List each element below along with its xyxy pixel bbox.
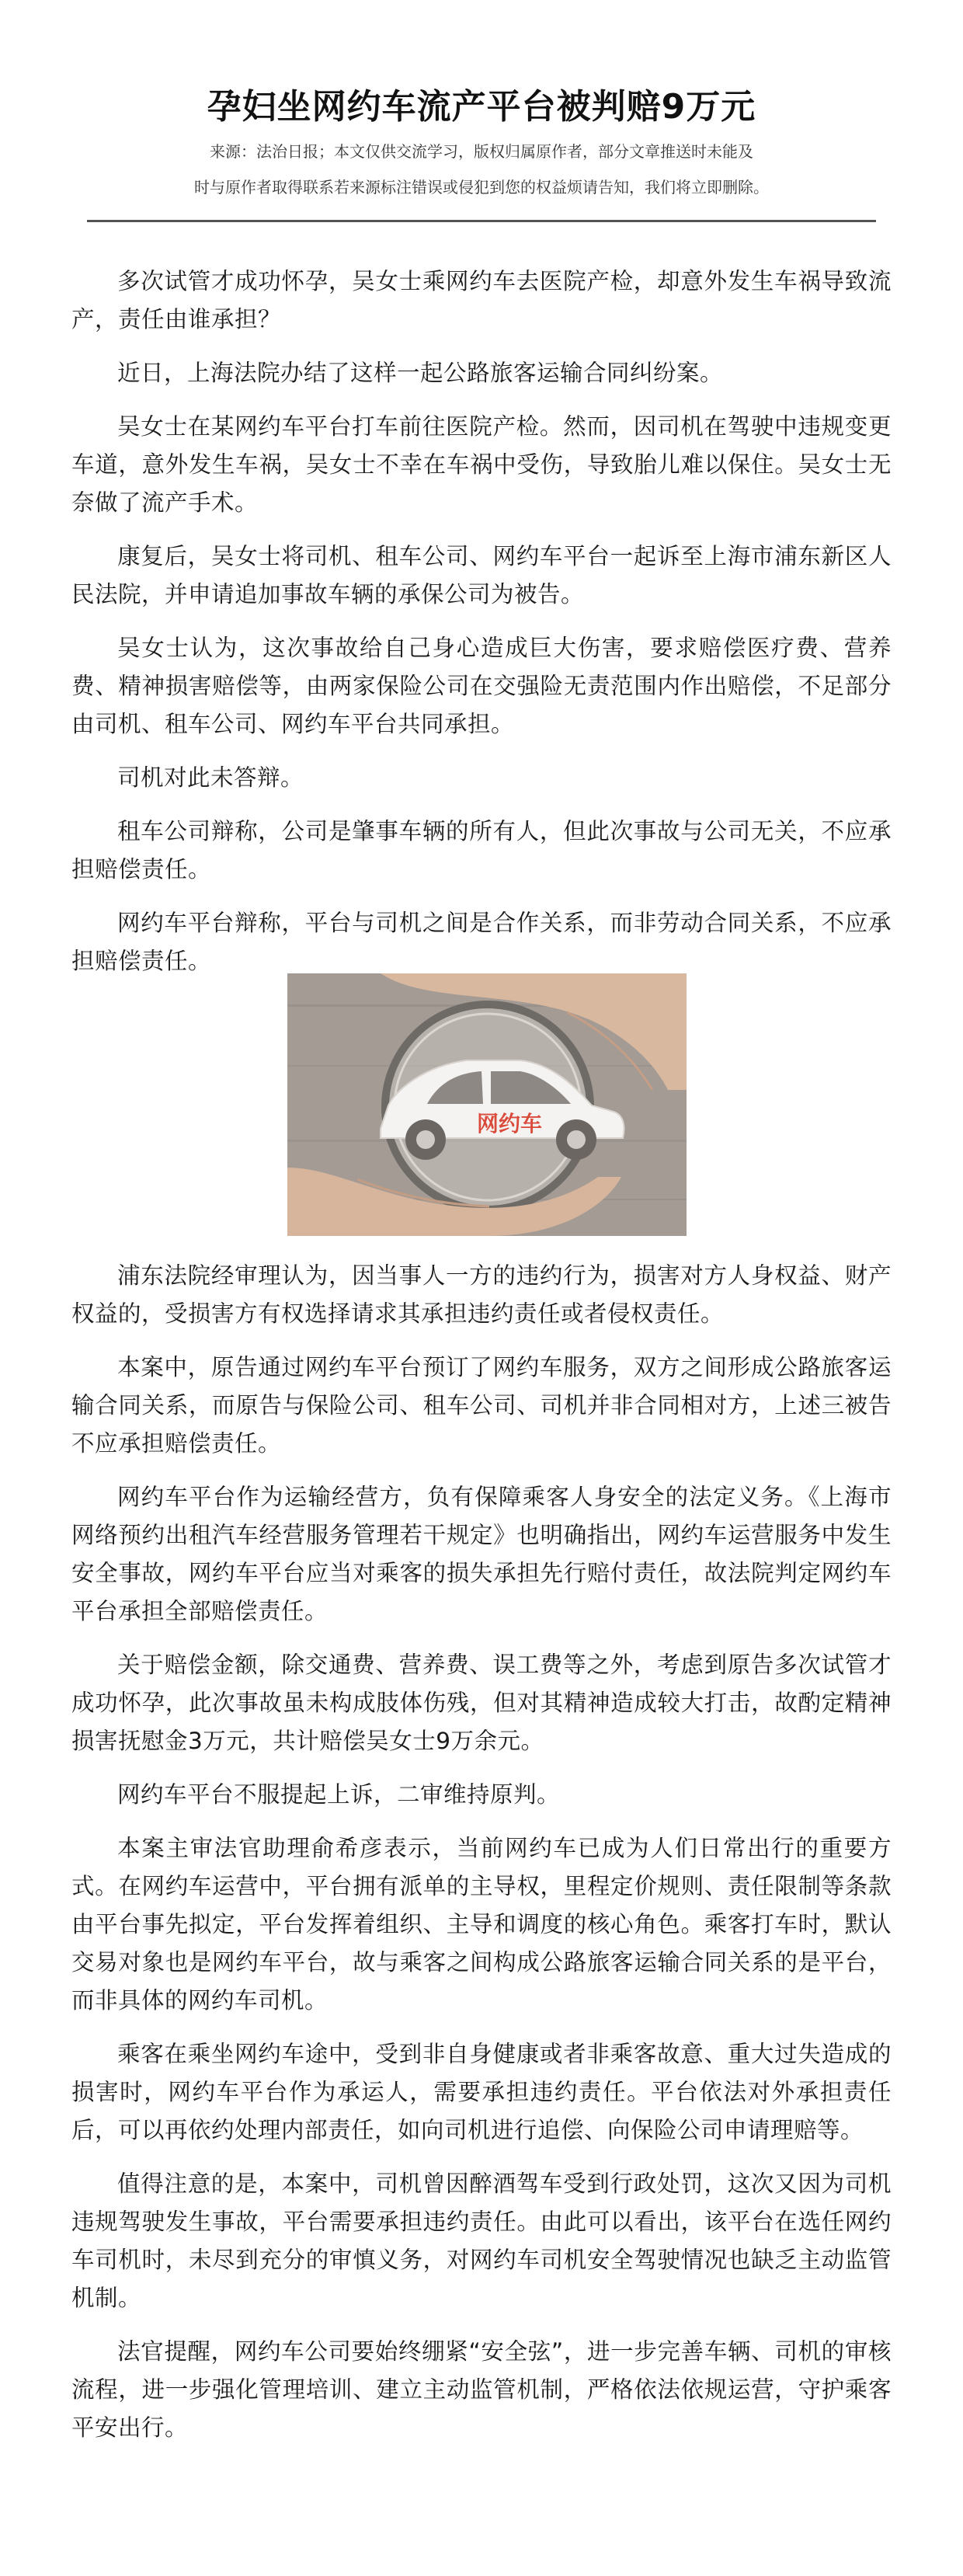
page-title: 孕妇坐网约车流产平台被判赔9万元 [207,87,756,127]
paragraph: 租车公司辩称，公司是肇事车辆的所有人，但此次事故与公司无关，不应承担赔偿责任。 [71,818,892,882]
paragraph: 乘客在乘坐网约车途中，受到非自身健康或者非乘客故意、重大过失造成的损害时，网约车平台作为承运人，需要承担违约责任。平台依法对外承担责任后，可以再依约处理内部责任，如向司机进行追偿、向保险公司申请理赔等。 [71,2041,892,2143]
paragraph: 关于赔偿金额，除交通费、营养费、误工费等之外，考虑到原告多次试管才成功怀孕，此次事故虽未构成肢体伤残，但对其精神造成较大打击，故酌定精神损害抚慰金3万元，共计赔偿吴女士9万余元。 [71,1652,892,1754]
paragraph: 多次试管才成功怀孕，吴女士乘网约车去医院产检，却意外发生车祸导致流产，责任由谁承担？ [71,268,892,332]
source-line: 来源：法治日报；本文仅供交流学习，版权归属原作者，部分文章推送时未能及 [210,142,753,161]
paragraph: 康复后，吴女士将司机、租车公司、网约车平台一起诉至上海市浦东新区人民法院，并申请追加事故车辆的承保公司为被告。 [71,543,892,607]
car-protection-illustration [287,973,687,1236]
paragraph: 浦东法院经审理认为，因当事人一方的违约行为，损害对方人身权益、财产权益的，受损害方有权选择请求其承担违约责任或者侵权责任。 [71,1262,892,1327]
paragraph: 吴女士认为，这次事故给自己身心造成巨大伤害，要求赔偿医疗费、营养费、精神损害赔偿等，由两家保险公司在交强险无责范围内作出赔偿，不足部分由司机、租车公司、网约车平台共同承担。 [71,635,892,737]
header-divider [87,220,876,222]
article-body-part-2 [71,1257,892,2463]
paragraph: 值得注意的是，本案中，司机曾因醉酒驾车受到行政处罚，这次又因为司机违规驾驶发生事故，平台需要承担违约责任。由此可以看出，该平台在选任网约车司机时，未尽到充分的审慎义务，对网约车司机安全驾驶情况也缺乏主动监管机制。 [71,2170,892,2311]
paragraph: 网约车平台辩称，平台与司机之间是合作关系，而非劳动合同关系，不应承担赔偿责任。 [71,910,892,974]
source-line: 时与原作者取得联系若来源标注错误或侵犯到您的权益烦请告知，我们将立即删除。 [194,178,769,197]
paragraph: 司机对此未答辩。 [117,764,304,791]
source-notice [101,134,862,205]
paragraph: 网约车平台不服提起上诉，二审维持原判。 [117,1781,561,1808]
paragraph: 本案中，原告通过网约车平台预订了网约车服务，双方之间形成公路旅客运输合同关系，而原告与保险公司、租车公司、司机并非合同相对方，上述三被告不应承担赔偿责任。 [71,1354,892,1457]
paragraph: 法官提醒，网约车公司要始终绷紧“安全弦”，进一步完善车辆、司机的审核流程，进一步强化管理培训、建立主动监管机制，严格依法依规运营，守护乘客平安出行。 [71,2338,892,2441]
car-label: 网约车 [476,1112,543,1136]
paragraph: 近日，上海法院办结了这样一起公路旅客运输合同纠纷案。 [117,360,724,386]
article-body-part-1 [71,263,892,996]
paragraph: 网约车平台作为运输经营方，负有保障乘客人身安全的法定义务。《上海市网络预约出租汽车经营服务管理若干规定》也明确指出，网约车运营服务中发生安全事故，网约车平台应当对乘客的损失承担先行赔付责任，故法院判定网约车平台承担全部赔偿责任。 [71,1484,892,1624]
paragraph: 本案主审法官助理俞希彦表示，当前网约车已成为人们日常出行的重要方式。在网约车运营中，平台拥有派单的主导权，里程定价规则、责任限制等条款由平台事先拟定，平台发挥着组织、主导和调度的核心角色。乘客打车时，默认交易对象也是网约车平台，故与乘客之间构成公路旅客运输合同关系的是平台，而非具体的网约车司机。 [71,1835,892,2014]
paragraph: 吴女士在某网约车平台打车前往医院产检。然而，因司机在驾驶中违规变更车道，意外发生车祸，吴女士不幸在车祸中受伤，导致胎儿难以保住。吴女士无奈做了流产手术。 [71,413,892,516]
article-image [287,973,687,1236]
